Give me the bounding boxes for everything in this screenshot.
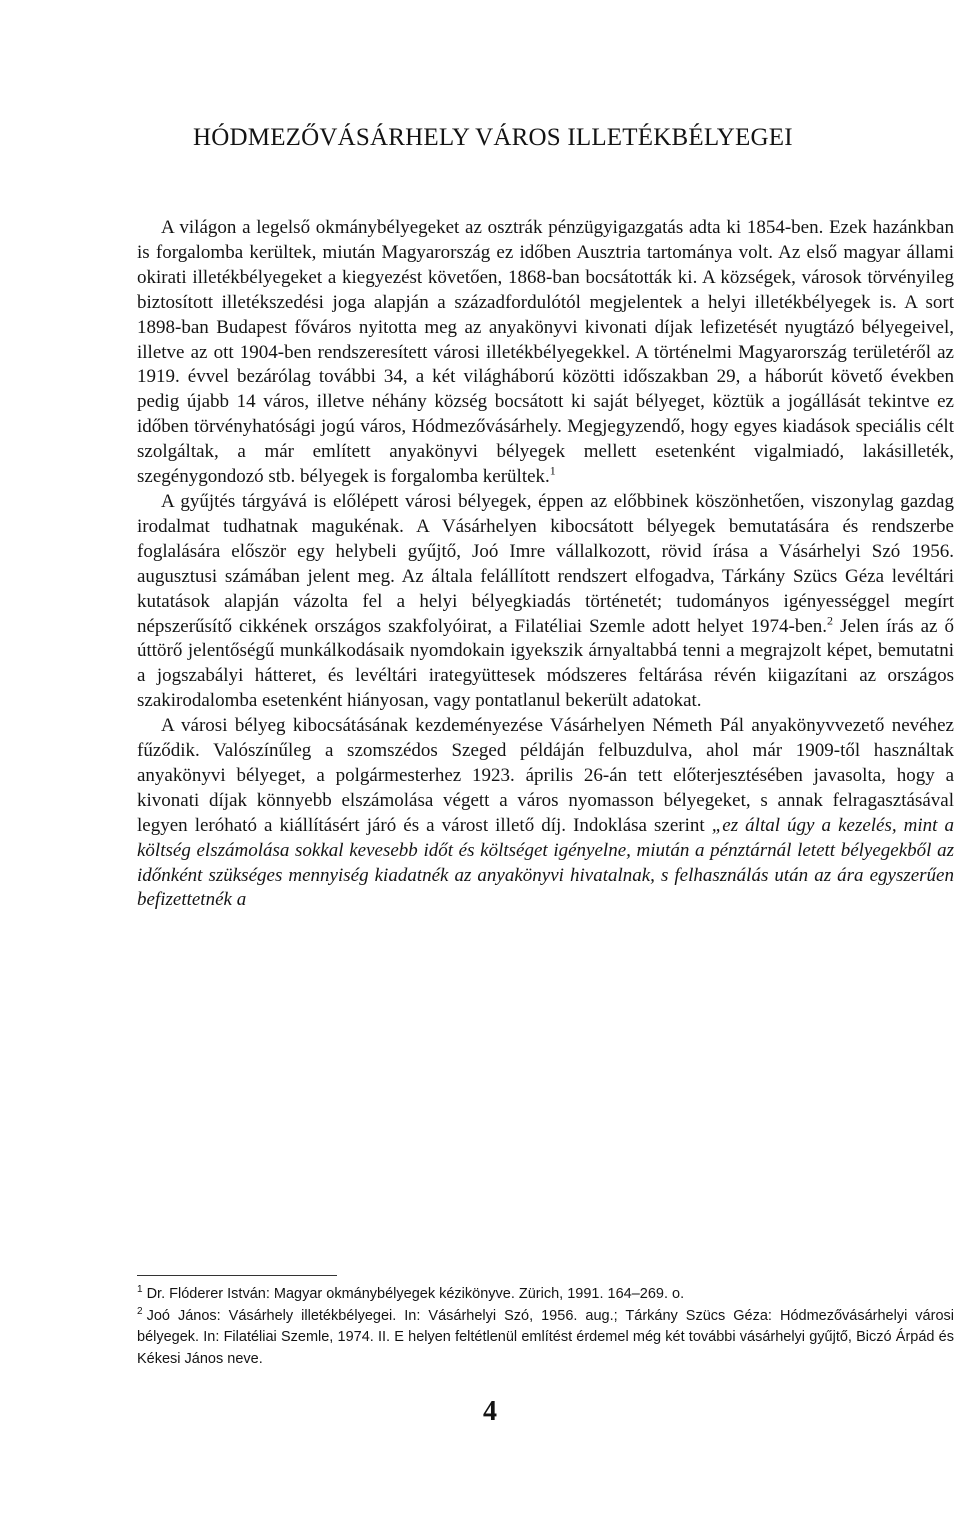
paragraph-1-text: A világon a legelső okmánybélyegeket az osztrák pénzügyigazgatás adta ki 1854-ben. Ezek hazánkban is forgalomba kerültek, miután Magyarország ez időben Ausztria tartománya volt. Az első magyar állami okirati illetékbélyegeket a kiegyezést követően, 1868-ban bocsátották ki. A községek, városok törvényileg biztosított illetékszedési joga alapján a századfordulótól megjelentek a helyi illetékbélyegek is. A sort 1898-ban Budapest főváros nyitotta meg az anyakönyvi kivonati díjak lefizetését nyugtázó bélyegeivel, illetve az ott 1904-ben rendszeresített városi illetékbélyegekkel. A történelmi Magyarország területéről az 1919. évvel bezárólag további 34, a két világháború közötti időszakban 29, a háborút követő években pedig újabb 14 város, illetve néhány község bocsátott ki saját bélyeget, köztük a jogállását tekintve ez időben törvényhatósági jogú város, Hódmezővásárhely. Megjegyzendő, hogy egyes kiadások speciális célt szolgáltak, a már említett anyakönyvi bélyegek mellett esetenként vigalmiadó, lakásilleték, szegénygondozó stb. bélyegek is forgalomba kerültek.	[137, 217, 954, 488]
paragraph-3	[137, 714, 954, 913]
footnote-number: 2	[137, 1305, 143, 1317]
footnote-number: 1	[137, 1284, 143, 1296]
paragraph-2-text-b: Jelen írás az ő úttörő jelentőségű munkálkodásaik nyomdokain igyekszik árnyaltabbá tenni a megrajzolt képet, bemutatni a jogszabályi hátteret, és levéltári irategyüttesek módszeres feltárása révén kiigazítani az országos szakirodalomba esetenként hiányosan, vagy pontatlanul bekerült adatokat.	[137, 615, 954, 712]
footnote-text: Joó János: Vásárhely illetékbélyegei. In: Vásárhelyi Szó, 1956. aug.; Tárkány Szücs Géza: Hódmezővásárhelyi városi bélyegek. In: Filatéliai Szemle, 1974. II. E helyen feltétlenül említést érdemel még két további vásárhelyi gyűjtő, Biczó Árpád és Kékesi János neve.	[137, 1307, 954, 1367]
footnote-2	[137, 1306, 954, 1371]
paragraph-2-text-a: A gyűjtés tárgyává is előlépett városi bélyegek, éppen az előbbinek köszönhetően, viszonylag gazdag irodalmat tudhatnak magukénak. A Vásárhelyen kibocsátott bélyegek bemutatására és rendszerbe foglalására először egy helybeli gyűjtő, Joó Imre vállalkozott, rövid írása a Vásárhelyi Szó 1956. augusztusi számában jelent meg. Az általa felállított rendszert elfogadva, Tárkány Szücs Géza levéltári kutatások alapján vázolta fel a helyi bélyegkiadás történetét; tudományos igényességgel megírt népszerűsítő cikkének országos szakfolyóirat, a Filatéliai Szemle adott helyet 1974-ben.	[137, 490, 954, 637]
footnote-ref-1: 1	[549, 463, 556, 478]
paragraph-3-text: A városi bélyeg kibocsátásának kezdeményezése Vásárhelyen Németh Pál anyakönyvvezető nevéhez fűződik. Valószínűleg a szomszédos Szeged példáján felbuzdulva, ahol már 1909-től használtak anyakönyvi bélyeget, a polgármesterhez 1923. április 26-án tett előterjesztésében javasolta, hogy a kivonati díjak könnyebb elszámolása végett a város nyomasson bélyegeket, s annak felragasztásával legyen leróható a kiállításért járó és a várost illető díj. Indoklása szerint	[137, 715, 954, 836]
footnote-text: Dr. Flóderer István: Magyar okmánybélyegek kézikönyve. Zürich, 1991. 164–269. o.	[146, 1286, 685, 1302]
paragraph-1	[137, 216, 954, 490]
footnote-1	[137, 1284, 954, 1306]
paragraph-3-quote: „ez által úgy a kezelés, mint a költség elszámolása sokkal kevesebb időt és költséget igényelne, miután a pénztárnál letett bélyegekből az időnként szükséges mennyiség kiadatnék az anyakönyvi hivatalnak, s felhasználás után az ára egyszerűen befizettetnék a	[137, 814, 955, 911]
page-number: 4	[483, 1396, 497, 1427]
page-title: HÓDMEZŐVÁSÁRHELY VÁROS ILLETÉKBÉLYEGEI	[193, 124, 793, 151]
footnote-divider	[137, 1275, 337, 1276]
footnote-ref-2: 2	[827, 613, 834, 628]
paragraph-2	[137, 490, 954, 714]
footnotes	[137, 1284, 954, 1370]
body-text	[137, 216, 954, 913]
